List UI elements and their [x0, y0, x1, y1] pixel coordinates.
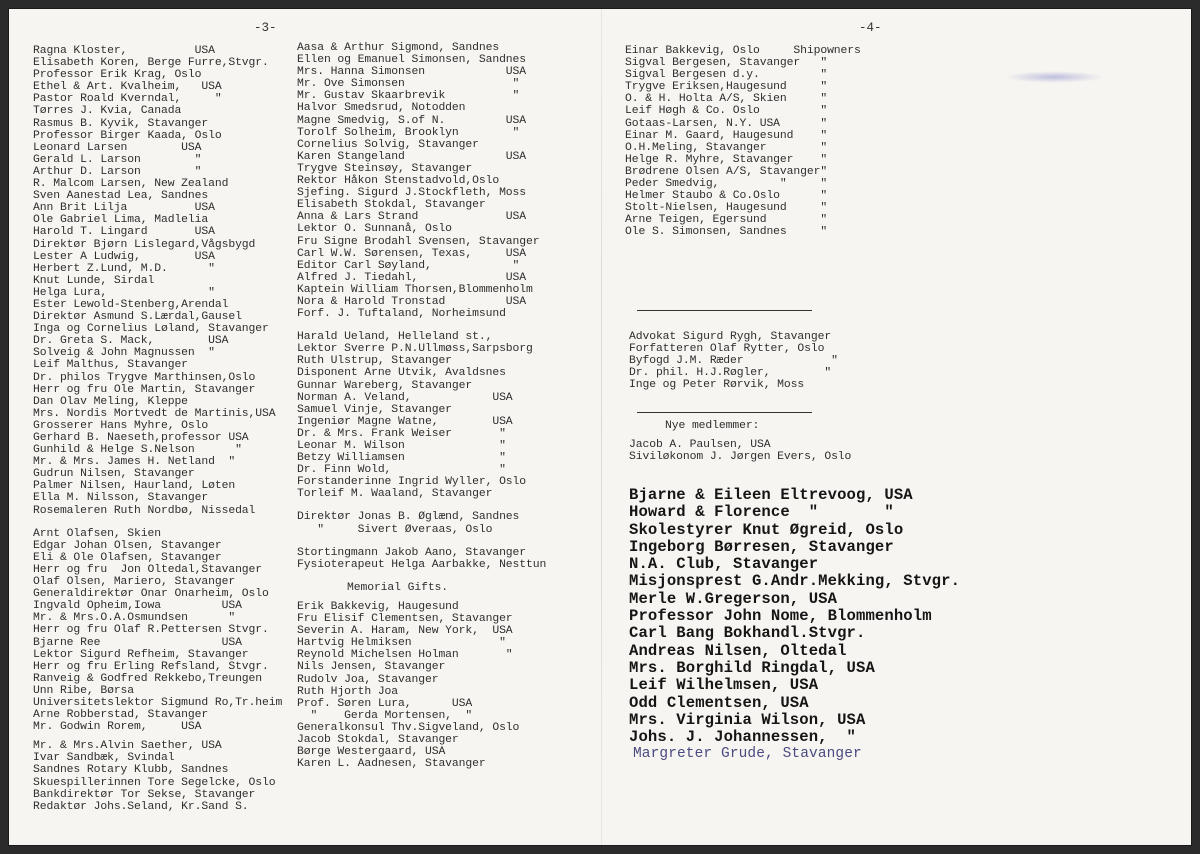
name-entry: Lektor O. Sunnanå, Oslo — [297, 223, 452, 236]
page-number-right: -4- — [859, 21, 882, 35]
name-entry: Mrs. Nordis Mortvedt de Martinis,USA — [33, 407, 276, 420]
name-entry: Rasmus B. Kyvik, Stavanger — [33, 117, 209, 130]
name-entry: Sigval Bergesen, Stavanger " — [625, 57, 828, 70]
name-entry: Fru Elisif Clementsen, Stavanger — [297, 613, 513, 626]
name-entry: Betzy Williamsen " — [297, 452, 506, 465]
name-entry: Helga Lura, " — [33, 286, 215, 299]
document-sheet — [9, 9, 1191, 845]
name-entry: Herr og fru Olaf R.Pettersen Stvgr. — [33, 624, 269, 637]
names-block — [33, 45, 282, 517]
name-entry: Professor John Nome, Blommenholm — [629, 607, 932, 626]
name-entry: Halvor Smedsrud, Notodden — [297, 102, 466, 115]
name-entry: Leif Malthus, Stavanger — [33, 359, 188, 372]
name-entry: Herr og fru Jon Oltedal,Stavanger — [33, 563, 263, 576]
new-members-list — [629, 487, 960, 764]
name-entry: Ellen og Emanuel Simonsen, Sandnes — [297, 54, 527, 67]
name-entry: Dr. Finn Wold, " — [297, 464, 506, 477]
name-entry: Bjarne Ree USA — [33, 636, 242, 649]
new-members-heading: Nye medlemmer: — [665, 420, 760, 432]
name-entry: Gerhard B. Naeseth,professor USA — [33, 432, 249, 444]
name-entry: Forstanderinne Ingrid Wyller, Oslo — [297, 476, 527, 489]
name-entry: Generaldirektør Onar Onarheim, Oslo — [33, 588, 269, 601]
name-entry: Merle W.Gregerson, USA — [629, 589, 838, 608]
handwritten-entry: Margreter Grude, Stavanger — [633, 746, 862, 763]
name-entry: Universitetslektor Sigmund Ro,Tr.heim — [33, 696, 283, 709]
name-entry: Knut Lunde, Sirdal — [33, 274, 155, 287]
name-entry: Sjefing. Sigurd J.Stockfleth, Moss — [297, 187, 527, 200]
name-entry: Advokat Sigurd Rygh, Stavanger — [629, 331, 832, 343]
name-entry: Dr. & Mrs. Frank Weiser " — [297, 427, 506, 440]
name-entry: Direktør Bjørn Lislegard,Vågsbygd — [33, 238, 256, 251]
name-entry: N.A. Club, Stavanger — [629, 555, 819, 574]
name-entry: Mr. Gustav Skaarbrevik " — [297, 90, 520, 103]
name-entry: Forfatteren Olaf Rytter, Oslo — [629, 343, 825, 356]
name-entry: Ella M. Nilsson, Stavanger — [33, 492, 209, 505]
name-entry: Editor Carl Søyland, " — [297, 259, 520, 272]
name-entry: Edgar Johan Olsen, Stavanger — [33, 539, 222, 552]
name-entry: Hartvig Helmiksen " — [297, 637, 506, 650]
name-entry: Herr og fru Erling Refsland, Stvgr. — [33, 660, 269, 673]
name-entry: O. & H. Holta A/S, Skien " — [625, 93, 828, 106]
memorial-gifts-heading: Memorial Gifts. — [347, 581, 449, 594]
name-entry: Forf. J. Tuftaland, Norheimsund — [297, 308, 506, 321]
name-entry: Palmer Nilsen, Haurland, Løten — [33, 480, 236, 493]
name-entry: Dr. Greta S. Mack, USA — [33, 335, 229, 348]
name-entry: Mrs. Virginia Wilson, USA — [629, 710, 866, 729]
names-block — [297, 601, 546, 770]
name-entry: Pastor Roald Kverndal, " — [33, 93, 222, 106]
name-entry: Carl W.W. Sørensen, Texas, USA — [297, 247, 527, 260]
name-entry: Reynold Michelsen Holman " — [297, 649, 513, 662]
column-1 — [33, 45, 282, 813]
name-entry: Redaktør Johs.Seland, Kr.Sand S. — [33, 800, 249, 813]
name-entry: Stortingmann Jakob Aano, Stavanger — [297, 546, 527, 559]
name-entry: Gudrun Nilsen, Stavanger — [33, 468, 195, 481]
name-entry: Misjonsprest G.Andr.Mekking, Stvgr. — [629, 572, 961, 591]
name-entry: Arthur D. Larson " — [33, 165, 202, 178]
new-members-section — [629, 420, 851, 463]
name-entry: Nils Jensen, Stavanger — [297, 661, 446, 674]
name-entry: Sven Aanestad Lea, Sandnes — [33, 190, 209, 203]
name-entry: O.H.Meling, Stavanger " — [625, 141, 828, 154]
name-entry: Skuespillerinnen Tore Segelcke, Oslo — [33, 776, 276, 789]
name-entry: Ruth Hjorth Joa — [297, 685, 399, 698]
names-block — [297, 547, 546, 571]
name-entry: Karen L. Aadnesen, Stavanger — [297, 758, 486, 771]
name-entry: Erik Bakkevig, Haugesund — [297, 600, 459, 613]
name-entry: Nora & Harold Tronstad USA — [297, 295, 527, 308]
name-entry: Prof. Søren Lura, USA — [297, 697, 473, 710]
name-entry: Helge R. Myhre, Stavanger " — [625, 153, 828, 166]
name-entry: Peder Smedvig, " " — [625, 178, 828, 191]
name-entry: Karen Stangeland USA — [297, 150, 527, 163]
name-entry: Ingeniør Magne Watne, USA — [297, 415, 513, 428]
name-entry: Norman A. Veland, USA — [297, 391, 513, 404]
name-entry: Rektor Håkon Stenstadvold,Oslo — [297, 175, 500, 188]
shipowners-block — [625, 45, 861, 239]
name-entry: Ruth Ulstrup, Stavanger — [297, 355, 452, 368]
name-entry: Inge og Peter Rørvik, Moss — [629, 379, 805, 392]
name-entry: Elisabeth Stokdal, Stavanger — [297, 199, 486, 212]
names-block — [297, 42, 546, 320]
name-entry: Eli & Ole Olafsen, Stavanger — [33, 551, 222, 564]
name-entry: Gerald L. Larson " — [33, 153, 202, 166]
name-entry: Trygve Steinsøy, Stavanger — [297, 162, 473, 175]
name-entry: Ester Lewold-Stenberg,Arendal — [33, 298, 229, 311]
divider — [637, 412, 812, 413]
name-entry: Leif Høgh & Co. Oslo " — [625, 105, 828, 118]
name-entry: Tørres J. Kvia, Canada — [33, 105, 182, 118]
name-entry: Lektor Sigurd Refheim, Stavanger — [33, 648, 249, 661]
name-entry: Arne Teigen, Egersund " — [625, 214, 828, 227]
name-entry: Byfogd J.M. Ræder " — [629, 355, 838, 368]
column-2 — [297, 42, 546, 770]
name-entry: Trygve Eriksen,Haugesund " — [625, 81, 828, 94]
name-entry: Einar Bakkevig, Oslo Shipowners — [625, 45, 861, 57]
name-entry: Arnt Olafsen, Skien — [33, 527, 161, 540]
name-entry: Torleif M. Waaland, Stavanger — [297, 488, 493, 501]
name-entry: Børge Westergaard, USA — [297, 746, 446, 759]
name-entry: Ethel & Art. Kvalheim, USA — [33, 81, 222, 94]
name-entry: Fru Signe Brodahl Svensen, Stavanger — [297, 235, 540, 248]
name-entry: Aasa & Arthur Sigmond, Sandnes — [297, 42, 500, 54]
column-3-lower — [629, 331, 838, 391]
page-fold — [601, 9, 602, 845]
name-entry: Ole Gabriel Lima, Madlelia — [33, 214, 209, 227]
name-entry: Inga og Cornelius Løland, Stavanger — [33, 323, 269, 336]
name-entry: Professor Birger Kaada, Oslo — [33, 129, 222, 142]
name-entry: Ivar Sandbæk, Svindal — [33, 752, 175, 765]
name-entry: Dr. philos Trygve Marthinsen,Oslo — [33, 371, 256, 384]
name-entry: Arne Robberstad, Stavanger — [33, 709, 209, 722]
ink-smudge — [1004, 71, 1104, 83]
name-entry: Harald Ueland, Helleland st., — [297, 331, 493, 344]
names-block — [629, 439, 851, 463]
name-entry: Herbert Z.Lund, M.D. " — [33, 262, 215, 275]
name-entry: Helmer Staubo & Co.Oslo " — [625, 190, 828, 203]
name-entry: Carl Bang Bokhandl.Stvgr. — [629, 624, 866, 643]
name-entry: Skolestyrer Knut Øgreid, Oslo — [629, 520, 904, 539]
name-entry: " Sivert Øveraas, Oslo — [297, 523, 493, 536]
name-entry: Elisabeth Koren, Berge Furre,Stvgr. — [33, 57, 269, 70]
name-entry: Leif Wilhelmsen, USA — [629, 676, 819, 695]
name-entry: Mr. Godwin Rorem, USA — [33, 721, 202, 734]
name-entry: Gotaas-Larsen, N.Y. USA " — [625, 117, 828, 130]
name-entry: Ann Brit Lilja USA — [33, 202, 215, 215]
name-entry: Jacob A. Paulsen, USA — [629, 439, 771, 452]
name-entry: Brødrene Olsen A/S, Stavanger" — [625, 165, 828, 178]
name-entry: Einar M. Gaard, Haugesund " — [625, 129, 828, 142]
names-block — [629, 331, 838, 391]
name-entry: Dr. phil. H.J.Røgler, " — [629, 367, 832, 380]
name-entry: Sandnes Rotary Klubb, Sandnes — [33, 764, 229, 777]
page-number-left: -3- — [254, 21, 277, 35]
name-entry: Odd Clementsen, USA — [629, 693, 809, 712]
name-entry: Alfred J. Tiedahl, USA — [297, 271, 527, 284]
name-entry: Olaf Olsen, Mariero, Stavanger — [33, 576, 236, 589]
name-entry: " Gerda Mortensen, " — [297, 709, 473, 722]
names-block — [297, 331, 546, 500]
name-entry: Magne Smedvig, S.of N. USA — [297, 114, 527, 127]
name-entry: Rosemaleren Ruth Nordbø, Nissedal — [33, 504, 256, 517]
name-entry: Mrs. Borghild Ringdal, USA — [629, 658, 875, 677]
name-entry: Ranveig & Godfred Rekkebo,Treungen — [33, 672, 263, 685]
names-block — [33, 740, 282, 813]
name-entry: Professor Erik Krag, Oslo — [33, 69, 202, 82]
name-entry: Harold T. Lingard USA — [33, 226, 215, 239]
name-entry: Stolt-Nielsen, Haugesund " — [625, 202, 828, 215]
name-entry: Disponent Arne Utvik, Avaldsnes — [297, 367, 506, 380]
name-entry: Generalkonsul Thv.Sigveland, Oslo — [297, 721, 520, 734]
name-entry: Cornelius Solvig, Stavanger — [297, 138, 479, 151]
divider — [637, 310, 812, 311]
name-entry: Solveig & John Magnussen " — [33, 347, 215, 360]
name-entry: Ole S. Simonsen, Sandnes " — [625, 226, 828, 239]
name-entry: R. Malcom Larsen, New Zealand — [33, 178, 229, 191]
name-entry: Mr. & Mrs.Alvin Saether, USA — [33, 740, 222, 753]
name-entry: Rudolv Joa, Stavanger — [297, 673, 439, 686]
name-entry: Andreas Nilsen, Oltedal — [629, 641, 847, 660]
name-entry: Mrs. Hanna Simonsen USA — [297, 66, 527, 79]
name-entry: Grosserer Hans Myhre, Oslo — [33, 419, 209, 432]
name-entry: Torolf Solheim, Brooklyn " — [297, 126, 520, 139]
name-entry: Herr og fru Ole Martin, Stavanger — [33, 383, 256, 396]
name-entry: Bankdirektør Tor Sekse, Stavanger — [33, 788, 256, 801]
name-entry: Gunhild & Helge S.Nelson " — [33, 444, 242, 457]
name-entry: Unn Ribe, Børsa — [33, 684, 135, 697]
name-entry: Ragna Kloster, USA — [33, 45, 215, 57]
name-entry: Leonard Larsen USA — [33, 141, 202, 154]
name-entry: Fysioterapeut Helga Aarbakke, Nesttun — [297, 558, 547, 571]
name-entry: Gunnar Wareberg, Stavanger — [297, 379, 473, 392]
name-entry: Lester A Ludwig, USA — [33, 250, 215, 263]
name-entry: Anna & Lars Strand USA — [297, 211, 527, 224]
name-entry: Ingvald Opheim,Iowa USA — [33, 600, 242, 613]
name-entry: Johs. J. Johannessen, " — [629, 728, 856, 747]
name-entry: Dan Olav Meling, Kleppe — [33, 395, 188, 408]
name-entry: Sigval Bergesen d.y. " — [625, 69, 828, 82]
name-entry: Mr. & Mrs. James H. Netland " — [33, 456, 236, 469]
name-entry: Ingeborg Børresen, Stavanger — [629, 537, 894, 556]
name-entry: Mr. Ove Simonsen " — [297, 78, 520, 91]
name-entry: Mr. & Mrs.O.A.Osmundsen " — [33, 612, 236, 625]
name-entry: Lektor Sverre P.N.Ullmøss,Sarpsborg — [297, 343, 533, 356]
name-entry: Samuel Vinje, Stavanger — [297, 403, 452, 416]
name-entry: Direktør Asmund S.Lærdal,Gausel — [33, 311, 242, 324]
names-block — [33, 528, 282, 734]
name-entry: Leonar M. Wilson " — [297, 440, 506, 452]
name-entry: Kaptein William Thorsen,Blommenholm — [297, 283, 533, 296]
column-3 — [625, 45, 861, 239]
name-entry: Severin A. Haram, New York, USA — [297, 625, 513, 638]
name-entry: Bjarne & Eileen Eltrevoog, USA — [629, 486, 913, 504]
name-entry: Jacob Stokdal, Stavanger — [297, 733, 459, 746]
names-block — [297, 511, 546, 535]
name-entry: Direktør Jonas B. Øglænd, Sandnes — [297, 511, 520, 524]
name-entry: Siviløkonom J. Jørgen Evers, Oslo — [629, 451, 852, 464]
name-entry: Howard & Florence " " — [629, 503, 894, 522]
